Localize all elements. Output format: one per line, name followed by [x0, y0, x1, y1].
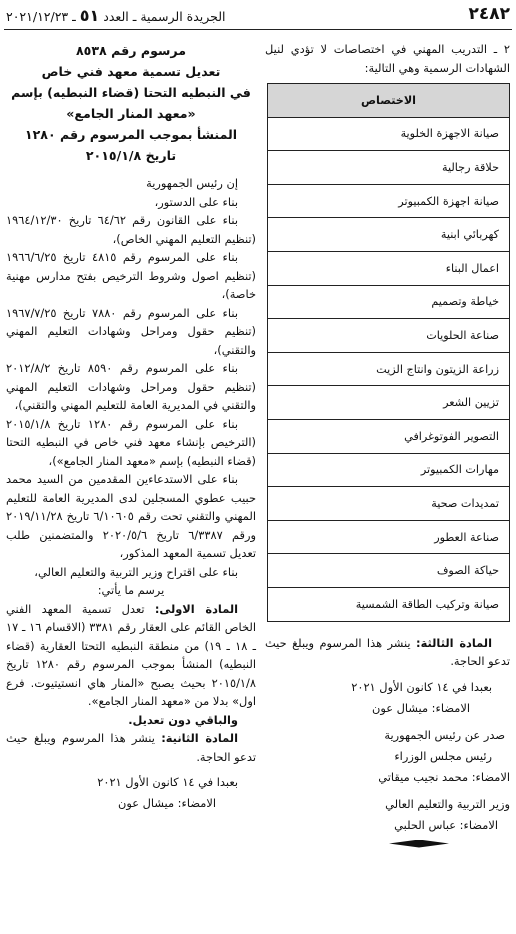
table-cell: خياطة وتصميم — [268, 285, 510, 319]
decree-number: مرسوم رقم ٨٥٣٨ — [75, 43, 187, 58]
article-2-text: ينشر هذا المرسوم ويبلغ حيث تدعو الحاجة. — [6, 731, 256, 764]
table-row — [268, 453, 510, 487]
table-row — [268, 587, 510, 621]
table-cell: اعمال البناء — [268, 251, 510, 285]
issue-date: ـ ٢٠٢١/١٢/٢٣ — [6, 9, 76, 24]
decree-title-line: تعديل تسمية معهد فني خاص — [41, 64, 221, 79]
end-divider — [265, 840, 510, 850]
table-row — [268, 487, 510, 521]
journal-title — [6, 6, 226, 25]
table-cell: صناعة العطور — [268, 520, 510, 554]
rest-unchanged: والباقي دون تعديل. — [128, 712, 238, 727]
decree-title-line: «معهد المنار الجامع» — [66, 106, 196, 121]
paragraph: بناء على المرسوم رقم ١٢٨٠ تاريخ ٢٠١٥/١/٨ (الترخيص بإنشاء معهد فني خاص في النبطيه التحتا (قضاء النبطيه) بإسم «معهد المنار الجامع»)، — [6, 416, 256, 468]
article-1-label: المادة الاولى: — [154, 601, 239, 616]
pm-title: رئيس مجلس الوزراء — [394, 748, 492, 763]
table-cell: تزيين الشعر — [268, 386, 510, 420]
table-row — [268, 151, 510, 185]
minister-title: وزير التربية والتعليم العالي — [385, 796, 510, 811]
table-row — [268, 419, 510, 453]
table-row — [268, 386, 510, 420]
date-line: بعبدا في ١٤ كانون الأول ٢٠٢١ — [97, 775, 238, 789]
decree-title-line: المنشأ بموجب المرسوم رقم ١٢٨٠ — [24, 127, 238, 142]
article-3-label: المادة الثالثة: — [416, 635, 492, 650]
paragraph: بناء على الاستدعاءين المقدمين من السيد محمد حبيب عطوي المسجلين لدى المديرية العامة للتعليم المهني والتقني تحت رقم ٦/١٠٦٠٥ تاريخ ٢٠١٩/١١/٢٨ ورقم ٦/٣٣٨٧ تاريخ ٢٠٢٠/٥/٦ والمتضمنين طلب تعديل تسمية المعهد المذكور، — [6, 472, 257, 560]
paragraph: بناء على اقتراح وزير التربية والتعليم العالي، — [34, 564, 238, 579]
signature-minister: الامضاء: عباس الحلبي — [394, 817, 498, 832]
table-cell: صناعة الحلويات — [268, 319, 510, 353]
paragraph: إن رئيس الجمهورية — [146, 176, 238, 190]
article-3-text: ينشر هذا المرسوم ويبلغ حيث تدعو الحاجة. — [265, 635, 510, 668]
date-line: بعبدا في ١٤ كانون الأول ٢٠٢١ — [351, 679, 492, 694]
table-cell: صيانة الاجهزة الخلوية — [268, 117, 510, 151]
signature-pm: الامضاء: محمد نجيب ميقاتي — [378, 769, 510, 784]
decree-title-line: في النبطيه التحتا (قضاء النبطيه) بإسم — [11, 85, 251, 100]
table-cell: زراعة الزيتون وانتاج الزيت — [268, 352, 510, 386]
table-row — [268, 218, 510, 252]
paragraph: بناء على الدستور، — [154, 194, 238, 209]
table-row — [268, 319, 510, 353]
table-row — [268, 352, 510, 386]
table-cell: حلاقة رجالية — [268, 151, 510, 185]
table-cell: صيانة وتركيب الطاقة الشمسية — [268, 587, 510, 621]
page-number: ٢٤٨٢ — [468, 4, 510, 24]
paragraph: بناء على القانون رقم ٦٤/٦٢ تاريخ ١٩٦٤/١٢/٣٠ (تنظيم التعليم المهني الخاص)، — [6, 213, 256, 246]
table-row — [268, 520, 510, 554]
signature-president: الامضاء: ميشال عون — [117, 796, 216, 810]
table-cell: التصوير الفوتوغرافي — [268, 419, 510, 453]
paragraph: بناء على المرسوم رقم ٤٨١٥ تاريخ ١٩٦٦/٦/٢٥ (تنظيم اصول وشروط الترخيص بفتح مدارس مهنية خاصة)، — [6, 250, 256, 301]
table-cell: صيانة اجهزة الكمبيوتر — [268, 184, 510, 218]
left-column — [6, 40, 256, 814]
article-2 — [6, 729, 256, 766]
table-row — [268, 117, 510, 151]
issued-by: صدر عن رئيس الجمهورية — [384, 727, 505, 742]
decree-title-line: تاريخ ٢٠١٥/١/٨ — [85, 148, 177, 163]
table-row — [268, 251, 510, 285]
decrees-line: يرسم ما يأتي: — [97, 583, 165, 597]
table-cell: مهارات الكمبيوتر — [268, 453, 510, 487]
article-2-label: المادة الثانية: — [161, 731, 238, 745]
diamond-divider-icon — [389, 840, 449, 848]
right-column — [265, 40, 510, 850]
journal-title-text: الجريدة الرسمية ـ العدد — [103, 9, 226, 24]
issue-number: ٥١ — [79, 6, 100, 25]
paragraph: بناء على المرسوم رقم ٨٥٩٠ تاريخ ٢٠١٢/٨/٢ (تنظيم حقول ومراحل وشهادات التعليم المهني والتقني في المديرية العامة للتعليم المهني والتقني)، — [6, 361, 256, 412]
specialties-table — [267, 83, 510, 622]
table-cell: تمديدات صحية — [268, 487, 510, 521]
table-row — [268, 184, 510, 218]
page-header — [4, 2, 512, 30]
paragraph: بناء على المرسوم رقم ٧٨٨٠ تاريخ ١٩٦٧/٧/٢٥ (تنظيم حقول ومراحل وشهادات التعليم المهني والتقني)، — [6, 305, 256, 357]
table-cell: حياكة الصوف — [268, 554, 510, 588]
article-1-text: تعدل تسمية المعهد الفني الخاص القائم على العقار رقم ٣٣٨١ (الاقسام ١٦ ـ ١٧ ـ ١٨ ـ ١٩) من منطقة النبطيه التحتا العقارية (قضاء النبطيه) المنشأ بموجب المرسوم رقم ١٢٨٠ تاريخ ٢٠١٥/١/٨ بحيث يصبح «المنار هاي انستيتيوت. فرع اول» بدلا من «معهد المنار الجامع». — [6, 601, 256, 708]
article-1 — [6, 600, 256, 711]
table-header: الاختصاص — [268, 84, 510, 118]
signature-president: الامضاء: ميشال عون — [371, 700, 470, 715]
article-3 — [265, 634, 510, 671]
table-row — [268, 554, 510, 588]
training-intro: ٢ ـ التدريب المهني في اختصاصات لا تؤدي لنيل الشهادات الرسمية وهي التالية: — [265, 42, 510, 75]
table-row — [268, 285, 510, 319]
table-cell: كهربائي ابنية — [268, 218, 510, 252]
